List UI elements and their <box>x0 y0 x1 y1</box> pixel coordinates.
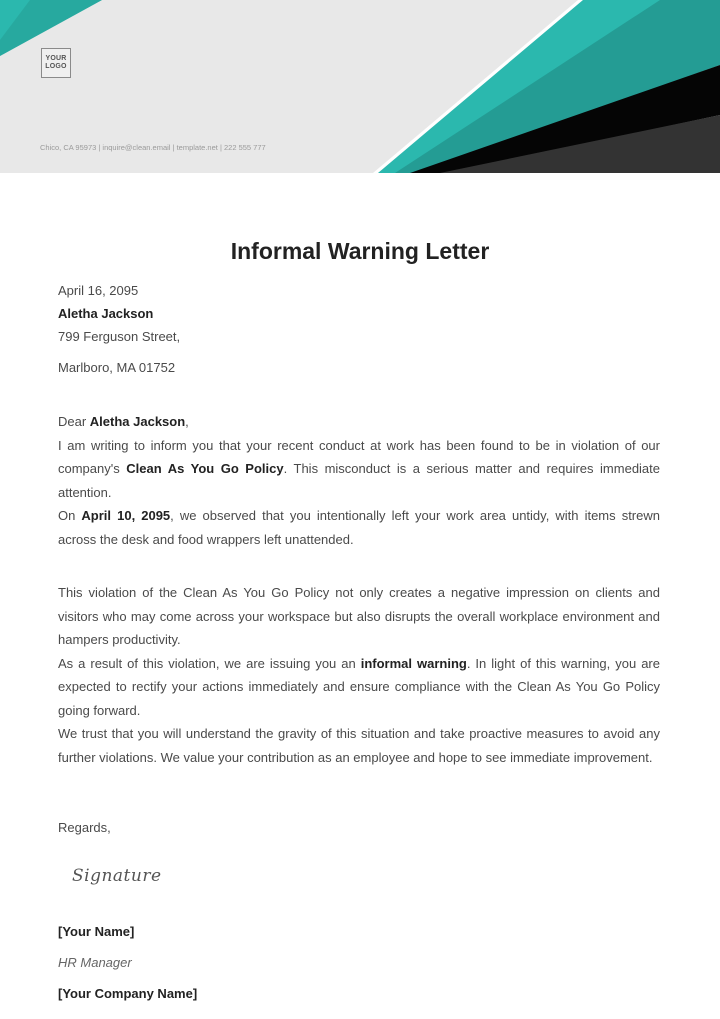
signature: Signature <box>72 866 162 886</box>
letter-title: Informal Warning Letter <box>230 238 490 264</box>
contact-info: Chico, CA 95973 | inquire@clean.email | template.net | 222 555 777 <box>40 143 266 152</box>
paragraph-5: We trust that you will understand the gravity of this situation and take proactive measures to avoid any further violations. We value your contribution as an employee and hope to see immediate improvement. <box>58 726 660 765</box>
sender-title: HR Manager <box>58 955 132 970</box>
paragraph-4: As a result of this violation, we are issuing you an informal warning. In light of this warning, you are expected to rectify your actions immediately and ensure compliance with the Clean As You Go Policy going forward. <box>58 655 660 718</box>
closing: Regards, <box>58 820 111 835</box>
logo-text-line2: LOGO <box>45 63 67 70</box>
company-logo-placeholder <box>41 48 71 78</box>
incident-date: April 10, 2095 <box>81 508 171 523</box>
letterhead <box>0 0 720 173</box>
salutation-name: Aletha Jackson <box>89 414 186 429</box>
letter-body-intro <box>58 410 660 551</box>
letter-body-main <box>58 581 660 769</box>
salutation: Dear Aletha Jackson, <box>58 414 189 429</box>
sender-name: [Your Name] <box>58 924 135 939</box>
warning-type: informal warning <box>360 655 467 671</box>
letter-date: April 16, 2095 <box>58 283 139 298</box>
paragraph-3: This violation of the Clean As You Go Policy not only creates a negative impression on clients and visitors who may come across your workspace but also disrupts the overall workplace environment and hampers productivity. <box>58 585 660 647</box>
paragraph-1: I am writing to inform you that your recent conduct at work has been found to be in violation of our company's Clean As You Go Policy. This misconduct is a serious matter and requires immediate attention. <box>58 437 661 500</box>
recipient-address-line1: 799 Ferguson Street, <box>58 329 181 344</box>
logo-text-line1: YOUR <box>45 55 67 62</box>
company-name: [Your Company Name] <box>58 986 198 1001</box>
recipient-address-line2: Marlboro, MA 01752 <box>58 360 176 375</box>
recipient-name: Aletha Jackson <box>58 306 154 321</box>
policy-name: Clean As You Go Policy <box>126 461 284 476</box>
paragraph-2: On April 10, 2095, we observed that you intentionally left your work area untidy, with items strewn across the desk and food wrappers left unattended. <box>58 508 660 547</box>
